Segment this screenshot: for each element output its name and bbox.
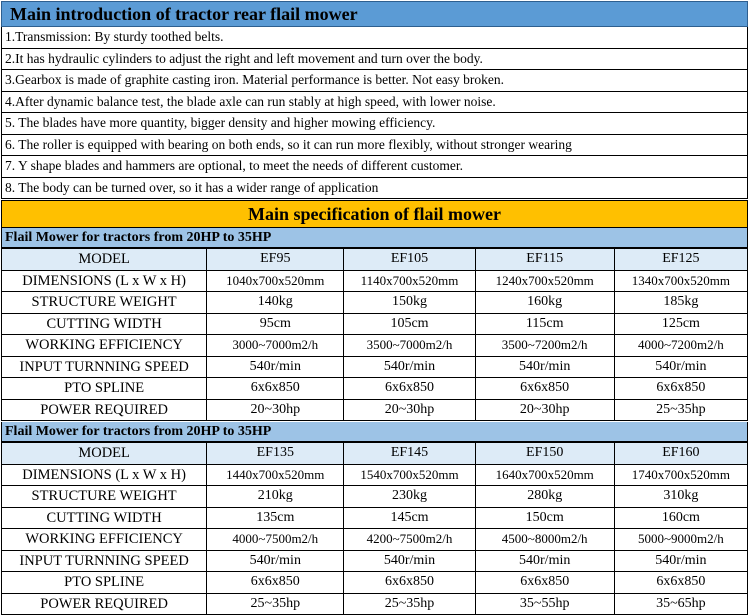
table-row — [2, 378, 748, 400]
model-cell: EF160 — [614, 443, 747, 465]
spec-title: Main specification of flail mower — [1, 200, 748, 228]
table-cell: 540r/min — [475, 356, 614, 378]
row-label: MODEL — [2, 443, 207, 465]
table-row — [2, 593, 748, 615]
model-cell: EF95 — [207, 249, 344, 271]
table-cell: 145cm — [344, 507, 475, 529]
table-row — [2, 249, 748, 271]
table-cell: 4000~7500m2/h — [207, 529, 344, 551]
model-cell: EF135 — [207, 443, 344, 465]
table-cell: 95cm — [207, 313, 344, 335]
table-cell: 540r/min — [207, 356, 344, 378]
spec-table-2 — [1, 442, 748, 615]
row-label: DIMENSIONS (L x W x H) — [2, 464, 207, 486]
intro-line: 6. The roller is equipped with bearing on both ends, so it can run more flexibly, without stronger wearing — [1, 135, 748, 157]
table-row — [2, 356, 748, 378]
row-label: MODEL — [2, 249, 207, 271]
table-cell: 105cm — [344, 313, 475, 335]
row-label: INPUT TURNNING SPEED — [2, 550, 207, 572]
table-cell: 1340x700x520mm — [614, 270, 747, 292]
row-label: INPUT TURNNING SPEED — [2, 356, 207, 378]
table-cell: 310kg — [614, 486, 747, 508]
table-cell: 1140x700x520mm — [344, 270, 475, 292]
table-cell: 3000~7000m2/h — [207, 335, 344, 357]
table-cell: 4000~7200m2/h — [614, 335, 747, 357]
model-cell: EF125 — [614, 249, 747, 271]
table-cell: 6x6x850 — [207, 378, 344, 400]
row-label: STRUCTURE WEIGHT — [2, 292, 207, 314]
row-label: PTO SPLINE — [2, 572, 207, 594]
section-title: Flail Mower for tractors from 20HP to 35HP — [1, 228, 748, 248]
table-cell: 6x6x850 — [614, 378, 747, 400]
table-cell: 135cm — [207, 507, 344, 529]
table-cell: 1640x700x520mm — [475, 464, 614, 486]
table-cell: 6x6x850 — [475, 572, 614, 594]
table-cell: 6x6x850 — [344, 378, 475, 400]
table-cell: 20~30hp — [344, 399, 475, 421]
table-cell: 540r/min — [344, 356, 475, 378]
table-cell: 6x6x850 — [475, 378, 614, 400]
table-cell: 6x6x850 — [207, 572, 344, 594]
table-cell: 540r/min — [614, 550, 747, 572]
table-row — [2, 335, 748, 357]
row-label: STRUCTURE WEIGHT — [2, 486, 207, 508]
table-cell: 4500~8000m2/h — [475, 529, 614, 551]
table-cell: 6x6x850 — [344, 572, 475, 594]
model-cell: EF150 — [475, 443, 614, 465]
intro-line: 1.Transmission: By sturdy toothed belts. — [1, 27, 748, 49]
intro-line: 5. The blades have more quantity, bigger density and higher mowing efficiency. — [1, 113, 748, 135]
section-title: Flail Mower for tractors from 20HP to 35HP — [1, 422, 748, 442]
table-cell: 25~35hp — [207, 593, 344, 615]
row-label: CUTTING WIDTH — [2, 313, 207, 335]
row-label: WORKING EFFICIENCY — [2, 335, 207, 357]
table-cell: 125cm — [614, 313, 747, 335]
table-cell: 540r/min — [475, 550, 614, 572]
intro-title: Main introduction of tractor rear flail mower — [1, 1, 748, 27]
table-row — [2, 313, 748, 335]
table-cell: 35~65hp — [614, 593, 747, 615]
table-cell: 1540x700x520mm — [344, 464, 475, 486]
table-cell: 540r/min — [207, 550, 344, 572]
intro-line: 8. The body can be turned over, so it has a wider range of application — [1, 178, 748, 200]
table-cell: 3500~7200m2/h — [475, 335, 614, 357]
intro-line: 4.After dynamic balance test, the blade axle can run stably at high speed, with lower noise. — [1, 92, 748, 114]
table-cell: 150cm — [475, 507, 614, 529]
table-cell: 3500~7000m2/h — [344, 335, 475, 357]
model-cell: EF115 — [475, 249, 614, 271]
table-row — [2, 572, 748, 594]
table-cell: 25~35hp — [614, 399, 747, 421]
table-cell: 1440x700x520mm — [207, 464, 344, 486]
table-cell: 160kg — [475, 292, 614, 314]
table-cell: 4200~7500m2/h — [344, 529, 475, 551]
table-cell: 35~55hp — [475, 593, 614, 615]
row-label: DIMENSIONS (L x W x H) — [2, 270, 207, 292]
spec-sheet — [1, 1, 748, 614]
table-cell: 185kg — [614, 292, 747, 314]
table-row — [2, 443, 748, 465]
table-cell: 25~35hp — [344, 593, 475, 615]
table-cell: 115cm — [475, 313, 614, 335]
table-cell: 6x6x850 — [614, 572, 747, 594]
table-row — [2, 529, 748, 551]
table-cell: 140kg — [207, 292, 344, 314]
spec-table-1 — [1, 248, 748, 421]
table-row — [2, 270, 748, 292]
row-label: PTO SPLINE — [2, 378, 207, 400]
table-cell: 150kg — [344, 292, 475, 314]
row-label: CUTTING WIDTH — [2, 507, 207, 529]
table-cell: 1040x700x520mm — [207, 270, 344, 292]
table-cell: 160cm — [614, 507, 747, 529]
intro-line: 2.It has hydraulic cylinders to adjust the right and left movement and turn over the body. — [1, 49, 748, 71]
table-cell: 20~30hp — [207, 399, 344, 421]
row-label: WORKING EFFICIENCY — [2, 529, 207, 551]
model-cell: EF145 — [344, 443, 475, 465]
row-label: POWER REQUIRED — [2, 399, 207, 421]
intro-line: 7. Y shape blades and hammers are optional, to meet the needs of different customer. — [1, 156, 748, 178]
table-cell: 20~30hp — [475, 399, 614, 421]
model-cell: EF105 — [344, 249, 475, 271]
table-cell: 540r/min — [344, 550, 475, 572]
table-row — [2, 399, 748, 421]
table-cell: 1240x700x520mm — [475, 270, 614, 292]
table-row — [2, 507, 748, 529]
table-row — [2, 550, 748, 572]
intro-line: 3.Gearbox is made of graphite casting iron. Material performance is better. Not easy broken. — [1, 70, 748, 92]
table-cell: 230kg — [344, 486, 475, 508]
row-label: POWER REQUIRED — [2, 593, 207, 615]
table-row — [2, 292, 748, 314]
table-cell: 1740x700x520mm — [614, 464, 747, 486]
table-cell: 210kg — [207, 486, 344, 508]
table-row — [2, 486, 748, 508]
table-row — [2, 464, 748, 486]
table-cell: 5000~9000m2/h — [614, 529, 747, 551]
table-cell: 540r/min — [614, 356, 747, 378]
table-cell: 280kg — [475, 486, 614, 508]
